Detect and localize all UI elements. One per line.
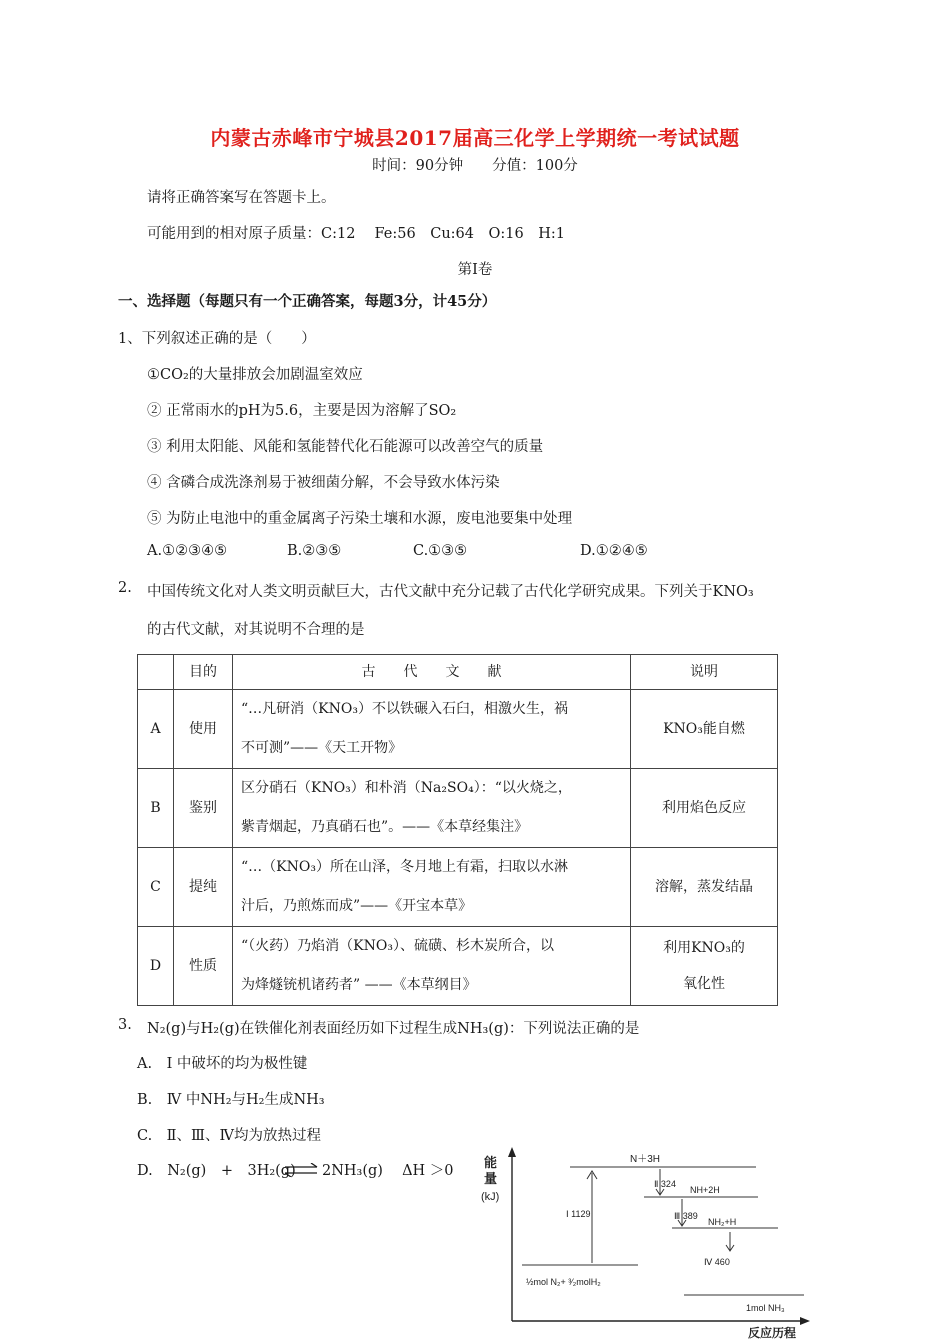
q1-statement-1: ①CO₂的大量排放会加剧温室效应	[147, 367, 363, 383]
page-title: 内蒙古赤峰市宁城县2017届高三化学上学期统一考试试题	[210, 126, 740, 150]
row-letter: D	[138, 927, 174, 1006]
header-purpose: 目的	[174, 655, 233, 690]
q3-stem: N₂(g)与H₂(g)在铁催化剂表面经历如下过程生成NH₃(g)：下列说法正确的是	[147, 1021, 640, 1037]
note-line: KNO₃能自燃	[663, 721, 745, 737]
row-letter: A	[138, 690, 174, 769]
q1-statement-2: ② 正常雨水的pH为5.6，主要是因为溶解了SO₂	[147, 403, 457, 419]
q3-number: 3.	[118, 1017, 132, 1033]
literature-line: “…（KNO₃）所在山泽，冬月地上有霜，扫取以水淋	[241, 859, 568, 875]
header-literature: 古 代 文 献	[233, 655, 631, 690]
row-purpose: 提纯	[174, 848, 233, 927]
literature-table	[137, 654, 778, 1006]
volume-heading: 第Ⅰ卷	[457, 262, 493, 278]
row-literature	[233, 769, 631, 848]
row-literature	[233, 690, 631, 769]
q1-option-b: B.②③⑤	[287, 543, 342, 559]
row-letter: B	[138, 769, 174, 848]
energy-diagram	[468, 1145, 818, 1340]
header-empty	[138, 655, 174, 690]
table-header-row	[138, 655, 778, 690]
level-2-label: NH+2H	[690, 1185, 720, 1195]
q3-option-d-reactants: D. N₂(g) + 3H₂(g)	[137, 1163, 296, 1179]
exam-info: 时间：90分钟 分值：100分	[372, 158, 578, 174]
literature-line: “…凡研消（KNO₃）不以铁碾入石臼，相激火生，祸	[241, 701, 568, 717]
note-line: 溶解，蒸发结晶	[655, 879, 753, 895]
row-purpose: 鉴别	[174, 769, 233, 848]
y-axis-label-1: 能	[484, 1155, 498, 1170]
q1-option-d: D.①②④⑤	[580, 543, 648, 559]
y-axis-arrow-icon	[508, 1147, 516, 1157]
level-bottom-label: 1mol NH₃	[746, 1303, 785, 1313]
q3-option-b: B. Ⅳ 中NH₂与H₂生成NH₃	[137, 1092, 325, 1108]
literature-line: 为烽燧铳机诸药者” ——《本草纲目》	[241, 977, 477, 993]
q1-statement-4: ④ 含磷合成洗涤剂易于被细菌分解，不会导致水体污染	[147, 475, 500, 491]
note-line: 利用KNO₃的	[663, 940, 745, 956]
step-1-label: Ⅰ 1129	[566, 1209, 591, 1219]
instruction: 请将正确答案写在答题卡上。	[147, 190, 336, 206]
step-3-label: Ⅲ 389	[674, 1211, 698, 1221]
x-axis-arrow-icon	[800, 1317, 810, 1325]
table-row	[138, 769, 778, 848]
q1-option-a: A.①②③④⑤	[147, 543, 228, 559]
q1-statement-3: ③ 利用太阳能、风能和氢能替代化石能源可以改善空气的质量	[147, 439, 544, 455]
level-3-label: NH₂+H	[708, 1217, 737, 1227]
row-note	[631, 690, 778, 769]
row-letter: C	[138, 848, 174, 927]
y-axis-unit: (kJ)	[481, 1191, 500, 1203]
y-axis-label-2: 量	[484, 1171, 498, 1186]
q2-stem-line1: 中国传统文化对人类文明贡献巨大，古代文献中充分记载了古代化学研究成果。下列关于KNO₃	[147, 584, 754, 600]
q1-stem: 1、下列叙述正确的是（ ）	[118, 331, 316, 347]
row-purpose: 使用	[174, 690, 233, 769]
q3-option-d-products: 2NH₃(g) ΔH ＞0	[322, 1163, 454, 1179]
literature-line: “（火药）乃焰消（KNO₃）、硫磺、杉木炭所合，以	[241, 938, 554, 954]
q1-option-c: C.①③⑤	[413, 543, 468, 559]
table-row	[138, 690, 778, 769]
literature-line: 紫青烟起，乃真硝石也”。——《本草经集注》	[241, 819, 529, 835]
literature-line: 不可测”——《天工开物》	[241, 740, 403, 756]
step-4-label: Ⅳ 460	[704, 1257, 730, 1267]
row-note	[631, 848, 778, 927]
table-row	[138, 848, 778, 927]
header-note: 说明	[631, 655, 778, 690]
table-row	[138, 927, 778, 1006]
row-note	[631, 927, 778, 1006]
atomic-masses: 可能用到的相对原子质量：C:12 Fe:56 Cu:64 O:16 H:1	[147, 226, 565, 242]
row-purpose: 性质	[174, 927, 233, 1006]
note-line: 氧化性	[683, 976, 725, 992]
step-2-label: Ⅱ 324	[654, 1179, 676, 1189]
level-top-label: N＋3H	[630, 1154, 661, 1165]
literature-line: 区分硝石（KNO₃）和朴消（Na₂SO₄）：“以火烧之，	[241, 780, 572, 796]
section-heading: 一、选择题（每题只有一个正确答案，每题3分，计45分）	[118, 293, 497, 310]
level-start-label: ½mol N₂+ ³⁄₂molH₂	[526, 1277, 601, 1287]
equilibrium-arrow-icon	[283, 1163, 319, 1177]
q3-option-c: C. Ⅱ、Ⅲ、Ⅳ均为放热过程	[137, 1128, 322, 1144]
note-line: 利用焰色反应	[662, 800, 746, 816]
literature-line: 汁后，乃煎炼而成”——《开宝本草》	[241, 898, 473, 914]
row-literature	[233, 927, 631, 1006]
x-axis-label: 反应历程	[748, 1326, 797, 1340]
q1-statement-5: ⑤ 为防止电池中的重金属离子污染土壤和水源，废电池要集中处理	[147, 511, 573, 527]
q2-stem-line2: 的古代文献，对其说明不合理的是	[147, 622, 365, 638]
q3-option-a: A. Ⅰ 中破坏的均为极性键	[137, 1056, 308, 1072]
row-literature	[233, 848, 631, 927]
q2-number: 2.	[118, 580, 132, 596]
row-note	[631, 769, 778, 848]
